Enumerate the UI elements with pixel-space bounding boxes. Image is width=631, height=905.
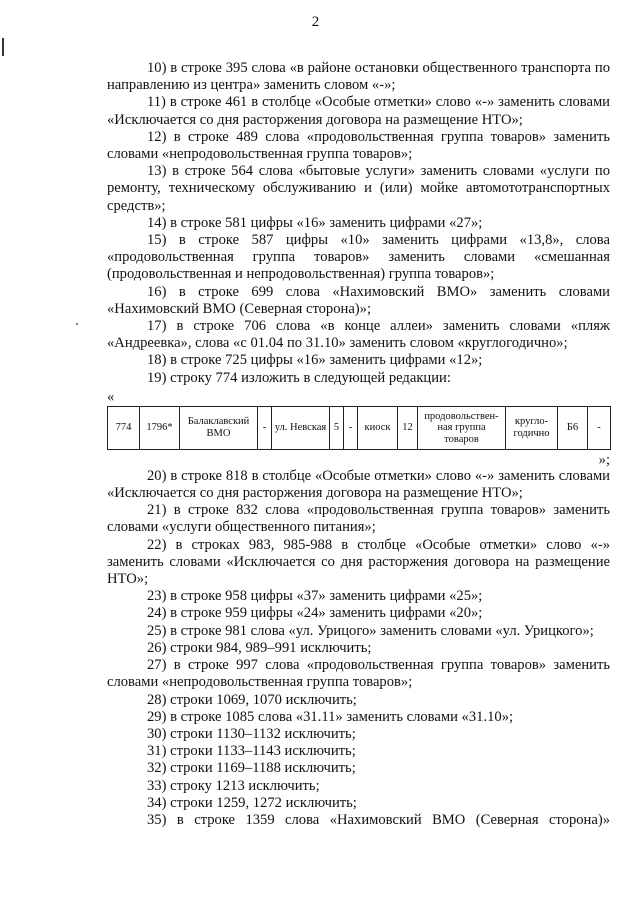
list-item: 14) в строке 581 цифры «16» заменить цифрами «27»;	[147, 214, 483, 231]
list-item: 13) в строке 564 слова «бытовые услуги» заменить словами «услуги по ремонту, техническому обслуживанию и (или) мойке автомототранспортных средств»;	[107, 163, 610, 214]
table-close-quote: »;	[598, 451, 610, 468]
table-cell: -	[344, 406, 358, 449]
table-row	[108, 406, 611, 449]
list-item: 16) в строке 699 слова «Нахимовский ВМО» заменить словами «Нахимовский ВМО (Северная сторона)»;	[107, 283, 610, 317]
list-item: 28) строки 1069, 1070 исключить;	[147, 691, 357, 708]
list-item: 17) в строке 706 слова «в конце аллеи» заменить словами «пляж «Андреевка», слова «с 01.04 по 31.10» заменить словом «круглогодично»;	[107, 318, 610, 352]
list-item: 33) строку 1213 исключить;	[147, 777, 320, 794]
table-open-quote: «	[107, 388, 115, 405]
table-cell: 5	[330, 406, 344, 449]
list-item: 20) в строке 818 в столбце «Особые отметки» слово «-» заменить словами «Исключается со дня расторжения договора на размещение НТО»;	[107, 467, 610, 502]
table-cell: -	[258, 406, 272, 449]
list-item: 30) строки 1130–1132 исключить;	[147, 725, 356, 742]
list-item: 12) в строке 489 слова «продовольственная группа товаров» заменить словами «непродовольственная группа товаров»;	[107, 128, 610, 163]
list-item: 22) в строках 983, 985-988 в столбце «Особые отметки» слово «-» заменить словами «Исключается со дня расторжения договора на размещение НТО»;	[107, 536, 610, 588]
list-item: 21) в строке 832 слова «продовольственная группа товаров» заменить словами «услуги общественного питания»;	[107, 502, 610, 536]
list-item: 32) строки 1169–1188 исключить;	[147, 760, 356, 777]
table-cell: 774	[108, 406, 140, 449]
list-item: 11) в строке 461 в столбце «Особые отметки» слово «-» заменить словами «Исключается со дня расторжения договора на размещение НТО»;	[107, 94, 610, 128]
list-item: 19) строку 774 изложить в следующей редакции:	[147, 369, 451, 386]
table-cell: ул. Невская	[272, 406, 330, 449]
list-item: 15) в строке 587 цифры «10» заменить цифрами «13,8», слова «продовольственная группа товаров» заменить словами «смешанная (продовольственная и непродовольственная) группа товаров»;	[107, 232, 610, 283]
table-cell: продовольствен-ная группа товаров	[418, 406, 506, 449]
margin-mark	[2, 38, 4, 56]
list-item: 26) строки 984, 989–991 исключить;	[147, 639, 372, 656]
table-cell: 1796*	[140, 406, 180, 449]
table-cell: -	[588, 406, 611, 449]
list-item: 25) в строке 981 слова «ул. Урицого» заменить словами «ул. Урицкого»;	[147, 622, 594, 639]
list-item: 31) строки 1133–1143 исключить;	[147, 743, 356, 760]
table-cell: 12	[398, 406, 418, 449]
list-item: 23) в строке 958 цифры «37» заменить цифрами «25»;	[147, 588, 483, 605]
table-cell: кругло-годично	[506, 406, 558, 449]
table-cell: киоск	[358, 406, 398, 449]
list-item: 27) в строке 997 слова «продовольственная группа товаров» заменить словами «непродовольственная группа товаров»;	[107, 657, 610, 691]
scan-speck	[76, 323, 78, 325]
list-item: 29) в строке 1085 слова «31.11» заменить словами «31.10»;	[147, 708, 514, 725]
document-body	[107, 60, 610, 829]
list-item: 10) в строке 395 слова «в районе остановки общественного транспорта по направлению из центра» заменить словом «-»;	[107, 60, 610, 94]
replacement-row-table	[107, 406, 611, 450]
table-cell: Б6	[558, 406, 588, 449]
list-item: 34) строки 1259, 1272 исключить;	[147, 794, 357, 811]
list-item: 24) в строке 959 цифры «24» заменить цифрами «20»;	[147, 605, 483, 622]
page-number: 2	[311, 14, 320, 30]
table-cell: Балаклавский ВМО	[180, 406, 258, 449]
list-item: 18) в строке 725 цифры «16» заменить цифрами «12»;	[147, 352, 483, 369]
list-item: 35) в строке 1359 слова «Нахимовский ВМО (Северная сторона)»	[147, 811, 610, 828]
